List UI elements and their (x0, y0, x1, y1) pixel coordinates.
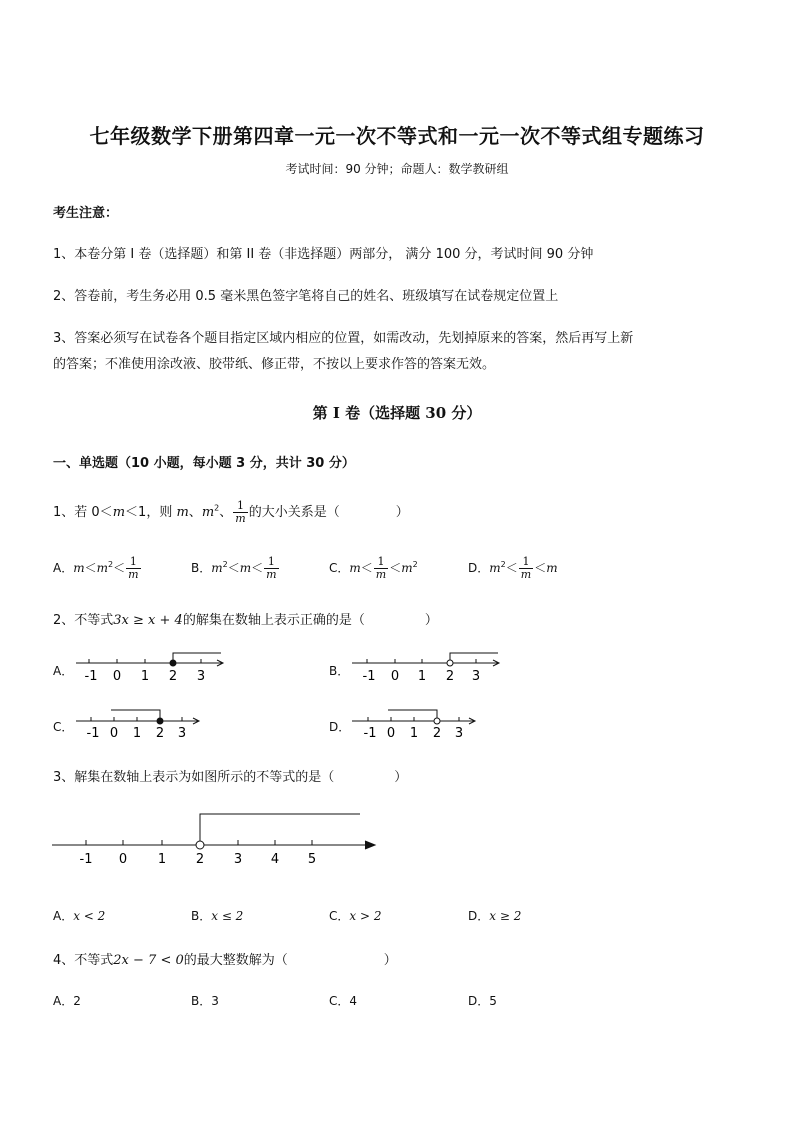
q4-option-b-label: B． (191, 994, 212, 1008)
tick-label: 2 (155, 726, 165, 740)
tick-label: 3 (196, 669, 206, 684)
q2-option-c-label[interactable]: C． (53, 720, 74, 734)
q2-close: ） (424, 613, 438, 628)
q1-b-t2: m (239, 561, 252, 575)
q1-d-frac-den: m (520, 568, 532, 581)
tick-label: 3 (471, 669, 481, 684)
tick-label: 3 (177, 726, 187, 740)
q1-sep-2: 、 (219, 505, 233, 520)
q1-d-frac (519, 556, 533, 581)
tick-label: 3 (233, 852, 243, 867)
q1-option-d[interactable] (468, 556, 558, 581)
q1-b-sq: 2 (222, 560, 228, 569)
q1-var-m: m (112, 505, 126, 520)
q1-lt: ＜ (125, 505, 139, 520)
tick-label: 4 (270, 852, 280, 867)
q1-c-t2: m (401, 561, 413, 575)
q2-option-d-label[interactable]: D． (329, 720, 351, 734)
q1-frac-den: m (235, 512, 246, 525)
question-3 (53, 766, 407, 785)
q1-c-frac-den: m (375, 568, 387, 581)
tick-label: 1 (409, 726, 419, 740)
q2-option-b-label[interactable]: B． (329, 664, 350, 678)
exam-subtitle: 考试时间：90 分钟；命题人：数学教研组 (285, 162, 509, 176)
tick-label: -1 (84, 669, 98, 684)
q1-b-t1: m (211, 561, 223, 575)
q1-d-t1: m (489, 561, 501, 575)
tick-label: 2 (168, 669, 178, 684)
q4-option-a-value: 2 (73, 994, 81, 1008)
q4-close: ） (383, 953, 397, 968)
q1-frac (233, 500, 247, 525)
q1-a-t1: m (73, 561, 85, 575)
q3-option-b[interactable] (191, 907, 243, 924)
open-point (434, 718, 440, 724)
q1-c-sq: 2 (412, 560, 418, 569)
q1-option-c[interactable] (329, 556, 418, 581)
notice-item-3-line-2: 的答案；不准使用涂改液、胶带纸、修正带，不按以上要求作答的答案无效。 (53, 357, 496, 372)
q1-one: 1 (138, 505, 147, 520)
solution-ray (111, 710, 160, 721)
q1-sq: 2 (214, 503, 220, 513)
q1-c-frac-num: 1 (374, 556, 388, 569)
q1-b-frac-den: m (266, 568, 277, 581)
q4-option-d[interactable] (468, 992, 497, 1009)
q1-option-b-label: B． (191, 561, 212, 575)
tick-label: 0 (390, 669, 400, 684)
q3-option-a-label: A． (53, 909, 74, 923)
notice-item-1: 1、本卷分第 I 卷（选择题）和第 II 卷（非选择题）两部分， 满分 100 分，考试时间 90 分钟 (53, 247, 594, 262)
q3-option-c-expr: x > 2 (349, 909, 382, 923)
q3-option-b-label: B． (191, 909, 212, 923)
q2-option-a-label[interactable]: A． (53, 664, 74, 678)
tick-label: -1 (79, 852, 93, 867)
q1-option-d-label: D． (468, 561, 490, 575)
tick-label: 2 (445, 669, 455, 684)
q1-b-lt2: ＜ (251, 561, 264, 575)
tick-label: -1 (86, 726, 100, 740)
tick-label: 0 (109, 726, 119, 740)
tick-label: 0 (386, 726, 396, 740)
q2-suffix: 的解集在数轴上表示正确的是（ (182, 613, 365, 628)
q1-suffix: 的大小关系是（ (248, 505, 340, 520)
q1-option-a-label: A． (53, 561, 74, 575)
q1-c-frac (374, 556, 388, 581)
exam-title: 七年级数学下册第四章一元一次不等式和一元一次不等式组专题练习 (89, 124, 705, 148)
q1-sep: 、 (188, 505, 202, 520)
tick-label: 5 (307, 852, 317, 867)
q3-option-b-expr: x ≤ 2 (211, 909, 244, 923)
solution-ray (388, 710, 437, 718)
q2-option-c-number-line (74, 704, 214, 740)
q3-close: ） (394, 770, 408, 785)
tick-label: 1 (132, 726, 142, 740)
q1-term-m2: m (201, 505, 215, 520)
q2-inequality: 3x ≥ x + 4 (113, 613, 183, 628)
closed-point (157, 718, 163, 724)
tick-label: 1 (417, 669, 427, 684)
solution-ray (200, 814, 360, 841)
tick-label: 1 (157, 852, 167, 867)
section-title: 第 I 卷（选择题 30 分） (312, 404, 482, 422)
q2-option-b-number-line (350, 648, 510, 684)
q2-option-d-number-line (350, 704, 490, 740)
q1-b-frac-num: 1 (264, 556, 278, 569)
q1-a-lt2: ＜ (113, 561, 126, 575)
open-point (196, 841, 204, 849)
q1-a-sq: 2 (108, 560, 114, 569)
q1-close: ） (395, 505, 409, 520)
q2-prefix: 2、不等式 (53, 613, 114, 628)
q1-a-t2: m (96, 561, 109, 575)
notice-item-3-line-1: 3、答案必须写在试卷各个题目指定区域内相应的位置，如需改动，先划掉原来的答案，然后再写上新 (53, 331, 634, 346)
q1-b-frac (264, 556, 278, 581)
q1-then: ，则 (146, 505, 173, 520)
tick-label: 3 (454, 726, 464, 740)
question-4 (53, 949, 397, 968)
open-point (447, 660, 453, 666)
q1-d-lt1: ＜ (505, 561, 518, 575)
q1-d-t2: m (546, 561, 558, 575)
q1-option-c-label: C． (329, 561, 350, 575)
q3-option-c[interactable] (329, 907, 381, 924)
q3-option-a-expr: x < 2 (73, 909, 106, 923)
q1-a-lt1: ＜ (84, 561, 97, 575)
q1-c-lt2: ＜ (389, 561, 402, 575)
q4-option-c-label: C． (329, 994, 350, 1008)
tick-label: 2 (195, 852, 205, 867)
q4-option-d-label: D． (468, 994, 490, 1008)
tick-label: -1 (362, 669, 376, 684)
q4-option-d-value: 5 (489, 994, 497, 1008)
q1-a-frac (126, 556, 140, 581)
q4-option-c[interactable] (329, 992, 357, 1009)
closed-point (170, 660, 176, 666)
tick-label: 0 (118, 852, 128, 867)
question-1 (53, 500, 409, 525)
q1-d-lt2: ＜ (534, 561, 547, 575)
q1-option-a[interactable] (53, 556, 142, 581)
notice-heading: 考生注意： (53, 206, 119, 221)
q1-frac-num: 1 (233, 500, 247, 513)
q1-term-m: m (176, 505, 189, 520)
tick-label: -1 (363, 726, 377, 740)
q3-option-a[interactable] (53, 907, 105, 924)
q2-option-a-number-line (74, 648, 234, 684)
q1-c-t1: m (349, 561, 361, 575)
q4-inequality: 2x − 7 < 0 (113, 953, 184, 968)
q4-option-a-label: A． (53, 994, 74, 1008)
q1-a-frac-num: 1 (126, 556, 140, 569)
q3-option-d-expr: x ≥ 2 (489, 909, 522, 923)
q1-b-lt1: ＜ (227, 561, 240, 575)
q1-d-frac-num: 1 (519, 556, 533, 569)
q3-option-d[interactable] (468, 907, 521, 924)
q3-text: 3、解集在数轴上表示为如图所示的不等式的是（ (53, 770, 335, 785)
tick-label: 0 (112, 669, 122, 684)
axis-arrow (365, 841, 375, 849)
q4-option-c-value: 4 (349, 994, 358, 1008)
q1-option-b[interactable] (191, 556, 280, 581)
q4-option-b[interactable] (191, 992, 219, 1009)
q4-option-b-value: 3 (211, 994, 219, 1008)
part-heading: 一、单选题（10 小题，每小题 3 分，共计 30 分） (53, 456, 355, 471)
tick-label: 1 (140, 669, 150, 684)
q1-prefix: 1、若 0＜ (53, 505, 113, 520)
solution-ray (450, 653, 498, 660)
notice-item-2: 2、答卷前，考生务必用 0.5 毫米黑色签字笔将自己的姓名、班级填写在试卷规定位置上 (53, 289, 559, 304)
q3-option-c-label: C． (329, 909, 350, 923)
q1-d-sq: 2 (500, 560, 506, 569)
q3-option-d-label: D． (468, 909, 490, 923)
tick-label: 2 (432, 726, 442, 740)
q3-number-line (50, 808, 380, 870)
q4-suffix: 的最大整数解为（ (183, 953, 288, 968)
solution-ray (173, 653, 221, 663)
q4-option-a[interactable] (53, 992, 81, 1009)
q1-a-frac-den: m (128, 568, 139, 581)
question-2 (53, 609, 438, 628)
q4-prefix: 4、不等式 (53, 953, 114, 968)
q1-c-lt1: ＜ (360, 561, 373, 575)
